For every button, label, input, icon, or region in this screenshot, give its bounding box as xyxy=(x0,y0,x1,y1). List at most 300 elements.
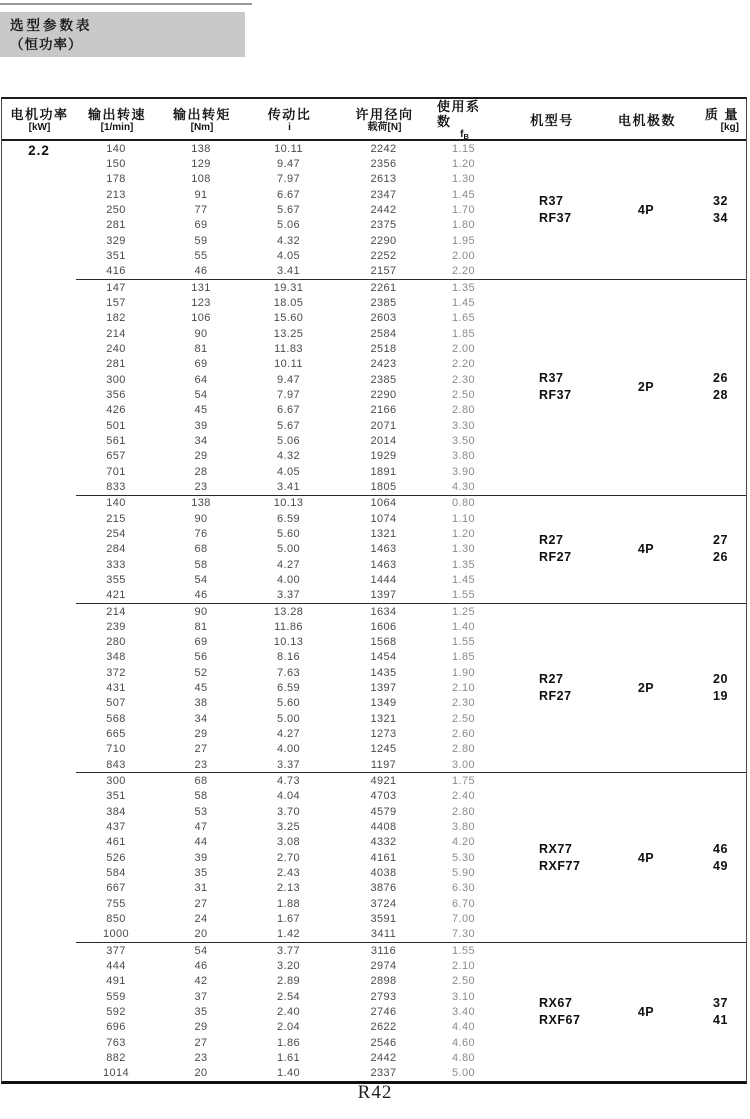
motor-power-cell xyxy=(2,603,76,773)
service-factor-cell: 1.55 xyxy=(451,589,475,602)
table-row xyxy=(76,1020,491,1035)
output-speed-cell: 561 xyxy=(106,434,126,447)
col-header-service-factor: 使用系数 $f_B$ xyxy=(437,99,481,141)
ratio-cell: 4.05 xyxy=(276,465,300,478)
service-factor-cell: 4.30 xyxy=(451,480,475,493)
service-factor-cell: 3.80 xyxy=(451,821,475,834)
output-torque-cell: 42 xyxy=(194,975,208,988)
service-factor-cell: 1.55 xyxy=(451,944,475,957)
output-speed-cell: 501 xyxy=(106,419,126,432)
table-row xyxy=(76,326,491,341)
ratio-cell: 6.67 xyxy=(276,404,300,417)
table-row xyxy=(76,264,491,279)
service-factor-cell: 2.20 xyxy=(451,265,475,278)
output-torque-cell: 53 xyxy=(194,805,208,818)
output-speed-cell: 665 xyxy=(106,728,126,741)
ratio-cell: 13.28 xyxy=(273,605,304,618)
radial-load-cell: 3116 xyxy=(370,944,397,957)
output-speed-cell: 140 xyxy=(106,497,126,510)
output-speed-cell: 559 xyxy=(106,990,126,1003)
service-factor-cell: 1.40 xyxy=(451,620,475,633)
table-row xyxy=(76,496,491,511)
table-row xyxy=(76,896,491,911)
output-torque-cell: 69 xyxy=(194,219,208,232)
radial-load-cell: 2518 xyxy=(370,342,397,355)
service-factor-cell: 1.55 xyxy=(451,636,475,649)
output-torque-cell: 69 xyxy=(194,636,208,649)
table-row xyxy=(76,280,491,295)
output-speed-cell: 333 xyxy=(106,558,126,571)
table-row xyxy=(76,403,491,418)
radial-load-cell: 1397 xyxy=(370,589,397,602)
table-row xyxy=(76,233,491,248)
model-name: RF37 xyxy=(539,210,572,225)
radial-load-cell: 2974 xyxy=(370,960,397,973)
table-row xyxy=(76,943,491,958)
service-factor-cell: 4.40 xyxy=(451,1021,475,1034)
ratio-cell: 4.73 xyxy=(276,775,300,788)
ratio-cell: 2.89 xyxy=(276,975,300,988)
page-title-line1: 选型参数表 xyxy=(10,18,93,33)
model-cell xyxy=(491,604,611,773)
ratio-cell: 5.60 xyxy=(276,697,300,710)
ratio-cell: 13.25 xyxy=(273,327,304,340)
service-factor-cell: 1.20 xyxy=(451,527,475,540)
service-factor-cell: 3.90 xyxy=(451,465,475,478)
radial-load-cell: 1568 xyxy=(370,636,397,649)
output-torque-cell: 23 xyxy=(194,1052,208,1065)
service-factor-cell: 1.65 xyxy=(451,312,475,325)
table-row xyxy=(76,835,491,850)
service-factor-cell: 1.30 xyxy=(451,543,475,556)
table-row xyxy=(76,635,491,650)
radial-load-cell: 2337 xyxy=(370,1067,397,1080)
radial-load-cell: 2290 xyxy=(370,388,397,401)
table-row xyxy=(76,387,491,402)
table-row xyxy=(76,742,491,757)
poles-cell: 2P xyxy=(637,681,655,696)
radial-load-cell: 2442 xyxy=(370,203,397,216)
block-body xyxy=(76,279,746,495)
radial-load-cell: 2157 xyxy=(370,265,397,278)
gear-unit-block xyxy=(2,603,746,773)
output-torque-cell: 29 xyxy=(194,728,208,741)
ratio-cell: 5.06 xyxy=(276,434,300,447)
table-row xyxy=(76,542,491,557)
radial-load-cell: 2584 xyxy=(370,327,397,340)
radial-load-cell: 2242 xyxy=(370,142,397,155)
ratio-cell: 3.77 xyxy=(276,944,300,957)
output-torque-cell: 29 xyxy=(194,1021,208,1034)
ratio-cell: 8.16 xyxy=(276,651,300,664)
service-factor-cell: 1.90 xyxy=(451,666,475,679)
output-speed-cell: 710 xyxy=(106,743,126,756)
output-speed-cell: 431 xyxy=(106,682,126,695)
ratio-cell: 7.97 xyxy=(276,388,300,401)
output-torque-cell: 38 xyxy=(194,697,208,710)
output-torque-cell: 131 xyxy=(191,281,211,294)
block-rows xyxy=(76,280,491,495)
ratio-cell: 4.05 xyxy=(276,249,300,262)
table-row xyxy=(76,680,491,695)
output-speed-cell: 178 xyxy=(106,173,126,186)
ratio-cell: 3.70 xyxy=(276,805,300,818)
service-factor-cell: 1.25 xyxy=(451,605,475,618)
output-speed-cell: 348 xyxy=(106,651,126,664)
table-row xyxy=(76,449,491,464)
radial-load-cell: 1891 xyxy=(370,465,397,478)
ratio-cell: 19.31 xyxy=(273,281,304,294)
gear-unit-block xyxy=(2,279,746,495)
output-torque-cell: 20 xyxy=(194,1067,208,1080)
service-factor-cell: 1.35 xyxy=(451,281,475,294)
output-speed-cell: 281 xyxy=(106,358,126,371)
radial-load-cell: 1321 xyxy=(370,712,397,725)
output-speed-cell: 491 xyxy=(106,975,126,988)
output-speed-cell: 355 xyxy=(106,573,126,586)
output-speed-cell: 284 xyxy=(106,543,126,556)
ratio-cell: 3.41 xyxy=(276,265,300,278)
model-name: R27 xyxy=(539,672,564,687)
output-speed-cell: 239 xyxy=(106,620,126,633)
ratio-cell: 3.37 xyxy=(276,589,300,602)
table-row xyxy=(76,789,491,804)
radial-load-cell: 1929 xyxy=(370,450,397,463)
output-torque-cell: 34 xyxy=(194,712,208,725)
table-row xyxy=(76,479,491,494)
radial-load-cell: 1463 xyxy=(370,558,397,571)
radial-load-cell: 2423 xyxy=(370,358,397,371)
radial-load-cell: 2385 xyxy=(370,296,397,309)
table-row xyxy=(76,311,491,326)
mass-cell xyxy=(681,280,746,495)
table-row xyxy=(76,372,491,387)
table-row xyxy=(76,156,491,171)
output-speed-cell: 1014 xyxy=(102,1067,130,1080)
output-torque-cell: 106 xyxy=(191,312,211,325)
model-cell xyxy=(491,496,611,603)
output-torque-cell: 46 xyxy=(194,265,208,278)
selection-parameter-table xyxy=(1,97,747,1084)
service-factor-cell: 1.85 xyxy=(451,327,475,340)
ratio-cell: 1.40 xyxy=(276,1067,300,1080)
table-row xyxy=(76,1066,491,1081)
service-factor-cell: 1.95 xyxy=(451,234,475,247)
gear-unit-block xyxy=(2,772,746,942)
model-name: RF37 xyxy=(539,388,572,403)
col-header-ratio: 传动比 i xyxy=(267,106,312,133)
ratio-cell: 4.32 xyxy=(276,234,300,247)
mass-value: 27 xyxy=(713,533,728,548)
ratio-cell: 3.41 xyxy=(276,480,300,493)
mass-cell xyxy=(681,943,746,1081)
radial-load-cell: 2898 xyxy=(370,975,397,988)
output-speed-cell: 657 xyxy=(106,450,126,463)
poles-cell: 4P xyxy=(637,202,655,217)
service-factor-cell: 4.20 xyxy=(451,836,475,849)
table-row xyxy=(76,989,491,1004)
service-factor-cell: 7.30 xyxy=(451,928,475,941)
ratio-cell: 3.25 xyxy=(276,821,300,834)
ratio-cell: 18.05 xyxy=(273,296,304,309)
radial-load-cell: 1454 xyxy=(370,651,397,664)
radial-load-cell: 2261 xyxy=(370,281,397,294)
service-factor-cell: 3.10 xyxy=(451,990,475,1003)
output-speed-cell: 281 xyxy=(106,219,126,232)
col-header-motor-poles: 电机极数 xyxy=(617,112,676,128)
output-torque-cell: 129 xyxy=(191,157,211,170)
gear-unit-block xyxy=(2,495,746,603)
table-row xyxy=(76,248,491,263)
output-torque-cell: 54 xyxy=(194,388,208,401)
output-torque-cell: 90 xyxy=(194,605,208,618)
output-torque-cell: 108 xyxy=(191,173,211,186)
mass-value: 26 xyxy=(713,371,728,386)
mass-value: 19 xyxy=(713,689,728,704)
ratio-cell: 10.11 xyxy=(274,142,303,155)
ratio-cell: 15.60 xyxy=(273,312,304,325)
output-torque-cell: 90 xyxy=(194,512,208,525)
radial-load-cell: 4161 xyxy=(370,851,397,864)
mass-value: 34 xyxy=(713,210,728,225)
radial-load-cell: 1444 xyxy=(370,573,397,586)
radial-load-cell: 2613 xyxy=(370,173,397,186)
table-row xyxy=(76,341,491,356)
table-row xyxy=(76,141,491,156)
ratio-cell: 7.97 xyxy=(276,173,300,186)
table-row xyxy=(76,418,491,433)
top-rule xyxy=(0,3,252,5)
output-torque-cell: 23 xyxy=(194,480,208,493)
service-factor-cell: 6.70 xyxy=(451,897,475,910)
radial-load-cell: 3591 xyxy=(370,913,397,926)
ratio-cell: 9.47 xyxy=(276,157,300,170)
radial-load-cell: 2071 xyxy=(370,419,397,432)
output-speed-cell: 763 xyxy=(106,1036,126,1049)
model-cell xyxy=(491,943,611,1081)
radial-load-cell: 1321 xyxy=(370,527,397,540)
model-name: RF27 xyxy=(539,550,572,565)
service-factor-cell: 2.10 xyxy=(451,960,475,973)
block-body xyxy=(76,942,746,1081)
service-factor-cell: 2.40 xyxy=(451,790,475,803)
ratio-cell: 1.61 xyxy=(276,1052,300,1065)
output-torque-cell: 44 xyxy=(194,836,208,849)
radial-load-cell: 4408 xyxy=(370,821,397,834)
table-row xyxy=(76,974,491,989)
service-factor-cell: 1.30 xyxy=(451,173,475,186)
ratio-cell: 6.59 xyxy=(276,512,300,525)
output-speed-cell: 280 xyxy=(106,636,126,649)
ratio-cell: 5.00 xyxy=(276,712,300,725)
service-factor-cell: 1.45 xyxy=(451,188,475,201)
table-row xyxy=(76,588,491,603)
col-header-output-speed: 输出转速 [1/min] xyxy=(87,106,146,133)
radial-load-cell: 4579 xyxy=(370,805,397,818)
output-torque-cell: 58 xyxy=(194,558,208,571)
output-torque-cell: 47 xyxy=(194,821,208,834)
radial-load-cell: 1463 xyxy=(370,543,397,556)
ratio-cell: 4.04 xyxy=(276,790,300,803)
radial-load-cell: 2746 xyxy=(370,1006,397,1019)
output-torque-cell: 46 xyxy=(194,589,208,602)
table-row xyxy=(76,650,491,665)
output-torque-cell: 91 xyxy=(194,188,208,201)
radial-load-cell: 1606 xyxy=(370,620,397,633)
output-speed-cell: 157 xyxy=(106,296,126,309)
ratio-cell: 2.43 xyxy=(276,867,300,880)
ratio-cell: 10.13 xyxy=(273,636,304,649)
ratio-cell: 2.70 xyxy=(276,851,300,864)
table-row xyxy=(76,757,491,772)
ratio-cell: 4.00 xyxy=(276,743,300,756)
radial-load-cell: 2290 xyxy=(370,234,397,247)
model-cell xyxy=(491,141,611,279)
output-torque-cell: 58 xyxy=(194,790,208,803)
ratio-cell: 1.86 xyxy=(276,1036,300,1049)
ratio-cell: 5.67 xyxy=(276,419,300,432)
service-factor-cell: 3.80 xyxy=(451,450,475,463)
service-factor-cell: 2.00 xyxy=(451,249,475,262)
block-rows xyxy=(76,773,491,942)
table-row xyxy=(76,511,491,526)
output-torque-cell: 54 xyxy=(194,944,208,957)
ratio-cell: 3.20 xyxy=(276,960,300,973)
output-torque-cell: 34 xyxy=(194,434,208,447)
service-factor-cell: 0.80 xyxy=(451,497,475,510)
ratio-cell: 5.67 xyxy=(276,203,300,216)
block-body xyxy=(76,772,746,942)
radial-load-cell: 4332 xyxy=(370,836,397,849)
output-speed-cell: 356 xyxy=(106,388,126,401)
service-factor-cell: 3.00 xyxy=(451,758,475,771)
service-factor-cell: 1.20 xyxy=(451,157,475,170)
radial-load-cell: 1064 xyxy=(370,497,397,510)
ratio-cell: 10.13 xyxy=(273,497,304,510)
ratio-cell: 3.37 xyxy=(276,758,300,771)
output-torque-cell: 138 xyxy=(191,142,211,155)
service-factor-cell: 2.80 xyxy=(451,404,475,417)
table-row xyxy=(76,295,491,310)
ratio-cell: 1.88 xyxy=(276,897,300,910)
output-speed-cell: 526 xyxy=(106,851,126,864)
service-factor-cell: 4.60 xyxy=(451,1036,475,1049)
output-torque-cell: 54 xyxy=(194,573,208,586)
output-torque-cell: 138 xyxy=(191,497,211,510)
service-factor-cell: 2.80 xyxy=(451,743,475,756)
poles-cell: 4P xyxy=(637,850,655,865)
output-speed-cell: 351 xyxy=(106,249,126,262)
model-name: R27 xyxy=(539,533,564,548)
radial-load-cell: 1634 xyxy=(370,605,397,618)
output-speed-cell: 584 xyxy=(106,867,126,880)
motor-power-cell xyxy=(2,279,76,495)
output-torque-cell: 68 xyxy=(194,543,208,556)
output-torque-cell: 39 xyxy=(194,419,208,432)
output-torque-cell: 37 xyxy=(194,990,208,1003)
ratio-cell: 2.13 xyxy=(276,882,300,895)
service-factor-cell: 1.70 xyxy=(451,203,475,216)
table-row xyxy=(76,557,491,572)
service-factor-cell: 2.00 xyxy=(451,342,475,355)
radial-load-cell: 3876 xyxy=(370,882,397,895)
radial-load-cell: 2442 xyxy=(370,1052,397,1065)
output-torque-cell: 52 xyxy=(194,666,208,679)
page-number: R42 xyxy=(357,1082,393,1103)
output-torque-cell: 45 xyxy=(194,404,208,417)
table-row xyxy=(76,726,491,741)
ratio-cell: 2.40 xyxy=(276,1006,300,1019)
table-header xyxy=(2,99,746,141)
output-torque-cell: 45 xyxy=(194,682,208,695)
output-torque-cell: 81 xyxy=(194,620,208,633)
motor-power-cell xyxy=(2,942,76,1081)
col-header-radial-load: 许用径向 载荷[N] xyxy=(355,106,414,133)
service-factor-cell: 2.50 xyxy=(451,388,475,401)
output-torque-cell: 29 xyxy=(194,450,208,463)
output-speed-cell: 329 xyxy=(106,234,126,247)
table-row xyxy=(76,526,491,541)
mass-cell xyxy=(681,141,746,279)
mass-value: 49 xyxy=(713,858,728,873)
service-factor-cell: 2.80 xyxy=(451,805,475,818)
output-speed-cell: 182 xyxy=(106,312,126,325)
radial-load-cell: 3724 xyxy=(370,897,397,910)
table-row xyxy=(76,619,491,634)
table-row xyxy=(76,1050,491,1065)
table-row xyxy=(76,773,491,788)
block-rows xyxy=(76,943,491,1081)
block-rows xyxy=(76,141,491,279)
output-speed-cell: 755 xyxy=(106,897,126,910)
radial-load-cell: 2166 xyxy=(370,404,397,417)
output-torque-cell: 59 xyxy=(194,234,208,247)
output-speed-cell: 140 xyxy=(106,142,126,155)
table-row xyxy=(76,819,491,834)
service-factor-cell: 1.45 xyxy=(451,296,475,309)
block-rows xyxy=(76,496,491,603)
table-row xyxy=(76,1004,491,1019)
output-speed-cell: 300 xyxy=(106,373,126,386)
output-torque-cell: 123 xyxy=(191,296,211,309)
poles-cell: 2P xyxy=(637,380,655,395)
output-speed-cell: 426 xyxy=(106,404,126,417)
service-factor-cell: 2.60 xyxy=(451,728,475,741)
ratio-cell: 4.32 xyxy=(276,450,300,463)
service-factor-cell: 3.50 xyxy=(451,434,475,447)
table-row xyxy=(76,464,491,479)
table-row xyxy=(76,1035,491,1050)
table-row xyxy=(76,804,491,819)
radial-load-cell: 1397 xyxy=(370,682,397,695)
radial-load-cell: 2375 xyxy=(370,219,397,232)
output-speed-cell: 214 xyxy=(106,327,126,340)
output-speed-cell: 240 xyxy=(106,342,126,355)
motor-power-cell xyxy=(2,772,76,942)
poles-cell: 4P xyxy=(637,542,655,557)
mass-value: 32 xyxy=(713,193,728,208)
table-row xyxy=(76,218,491,233)
output-torque-cell: 27 xyxy=(194,1036,208,1049)
output-torque-cell: 35 xyxy=(194,867,208,880)
ratio-cell: 5.06 xyxy=(276,219,300,232)
ratio-cell: 11.86 xyxy=(274,620,303,633)
mass-value: 41 xyxy=(713,1013,728,1028)
output-speed-cell: 568 xyxy=(106,712,126,725)
page-title-line2: （恒功率） xyxy=(10,37,83,52)
model-name: RX67 xyxy=(539,996,573,1011)
output-torque-cell: 90 xyxy=(194,327,208,340)
